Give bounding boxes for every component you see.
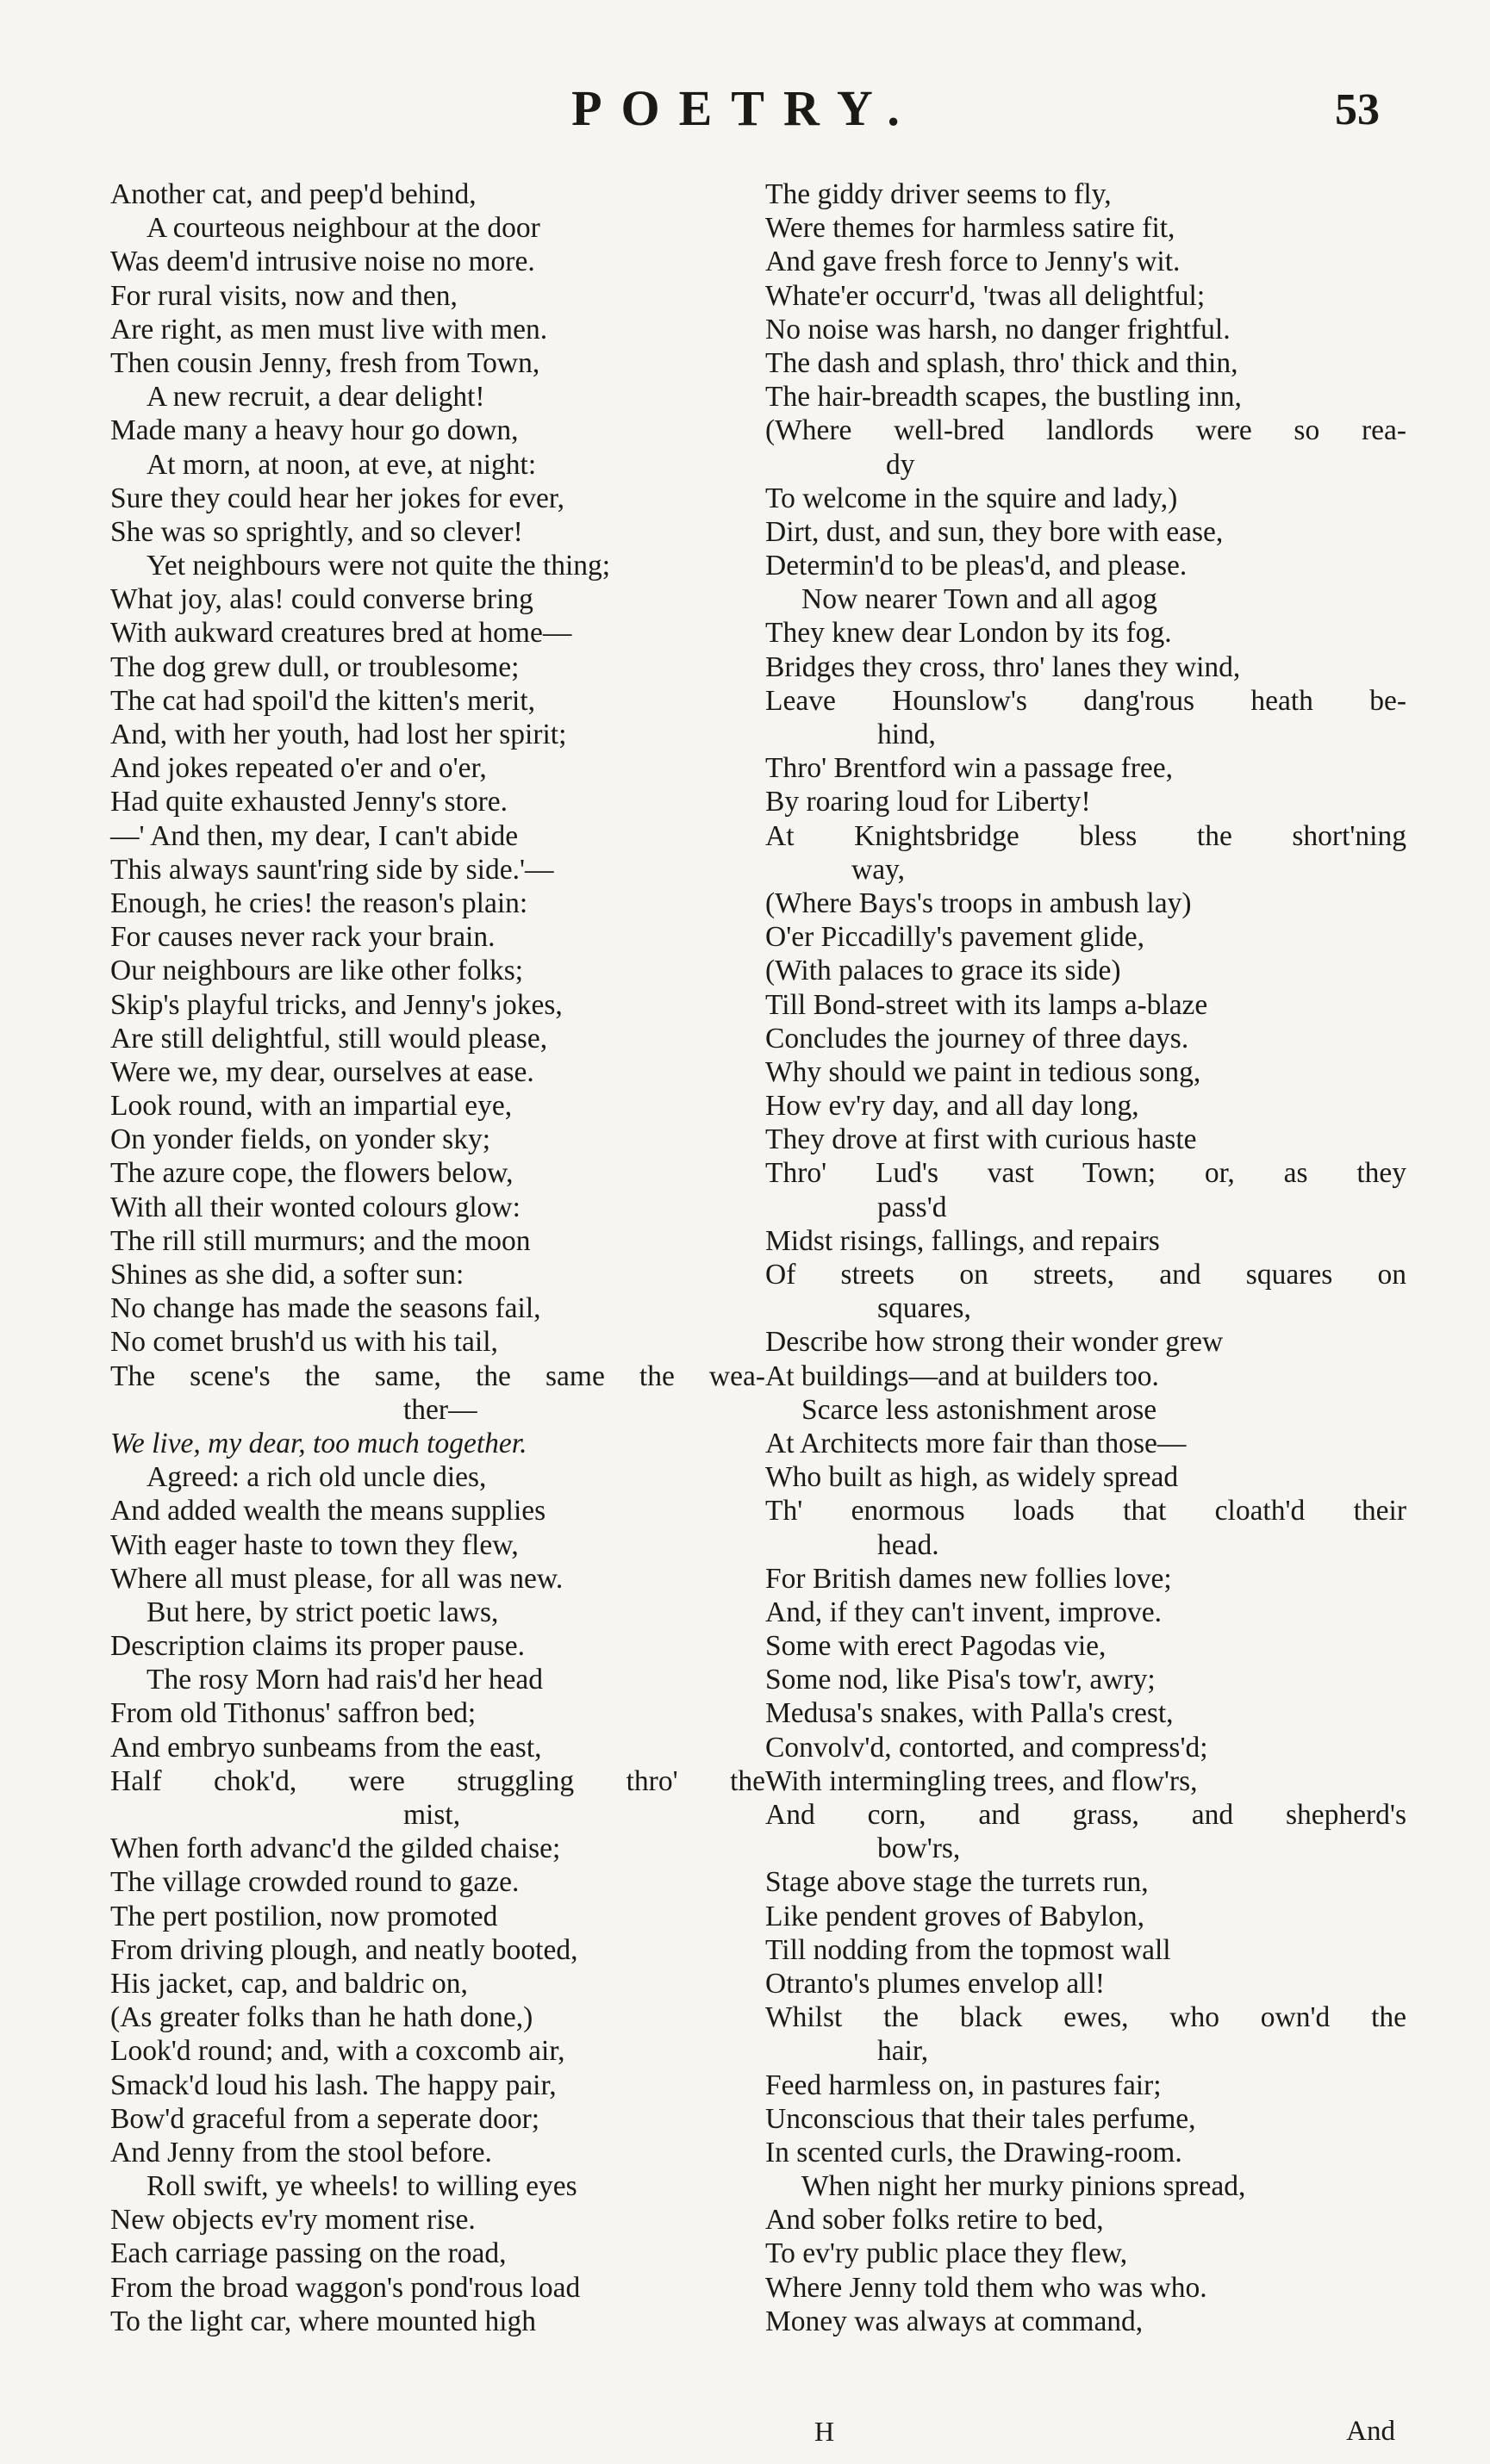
poem-line: The giddy driver seems to fly,	[765, 178, 1112, 210]
poem-line: (Where Bays's troops in ambush lay)	[765, 887, 1192, 919]
poem-line: Look'd round; and, with a coxcomb air,	[110, 2035, 565, 2068]
poem-line: The pert postilion, now promoted	[110, 1900, 498, 1932]
poem-line: To ev'ry public place they flew,	[765, 2237, 1128, 2270]
poem-line: And, with her youth, had lost her spirit;	[110, 719, 567, 750]
poem-line: The rosy Morn had rais'd her head	[147, 1664, 544, 1696]
poem-line-turnover: hair,	[877, 2035, 929, 2068]
poem-line: Till nodding from the topmost wall	[765, 1933, 1171, 1966]
poem-line-turnover: pass'd	[877, 1191, 947, 1223]
right-column	[765, 177, 1406, 2338]
poem-line: Roll swift, ye wheels! to willing eyes	[147, 2170, 577, 2203]
poem-line-turnover: head.	[877, 1528, 939, 1561]
poem-line: Thro' Lud's vast Town; or, as they	[765, 1157, 1406, 1190]
poem-line: And, if they can't invent, improve.	[765, 1596, 1163, 1628]
poem-line: Were we, my dear, ourselves at ease.	[110, 1055, 534, 1088]
poem-line: Some with erect Pagodas vie,	[765, 1630, 1107, 1663]
poem-line: When forth advanc'd the gilded chaise;	[110, 1832, 561, 1865]
poem-line: Leave Hounslow's dang'rous heath be-	[765, 684, 1406, 717]
poem-line: With all their wonted colours glow:	[110, 1191, 521, 1223]
poem-line: The rill still murmurs; and the moon	[110, 1224, 531, 1257]
poem-line: And jokes repeated o'er and o'er,	[110, 752, 487, 785]
poem-line: At buildings—and at builders too.	[765, 1360, 1159, 1392]
poem-line: Till Bond-street with its lamps a-blaze	[765, 988, 1208, 1021]
poem-line: From old Tithonus' saffron bed;	[110, 1697, 477, 1730]
poem-line: And embryo sunbeams from the east,	[110, 1731, 542, 1764]
poem-line: When night her murky pinions spread,	[801, 2170, 1246, 2203]
poem-line: And added wealth the means supplies	[110, 1495, 546, 1528]
poem-line: Why should we paint in tedious song,	[765, 1055, 1201, 1088]
poem-line: Bridges they cross, thro' lanes they wind,	[765, 650, 1241, 683]
poem-line: Are still delightful, still would please,	[110, 1022, 548, 1055]
poem-line: From the broad waggon's pond'rous load	[110, 2271, 581, 2304]
poem-line: Look round, with an impartial eye,	[110, 1090, 513, 1123]
poem-line: Bow'd graceful from a seperate door;	[110, 2102, 540, 2135]
poem-line: The azure cope, the flowers below,	[110, 1157, 514, 1190]
poem-line-turnover: way,	[851, 853, 906, 886]
poem-line: The hair-breadth scapes, the bustling inn,	[765, 381, 1242, 414]
poem-line: Description claims its proper pause.	[110, 1630, 525, 1663]
poem-line: Yet neighbours were not quite the thing;	[147, 550, 611, 582]
page-footer	[0, 2414, 1490, 2448]
poem-line: Feed harmless on, in pastures fair;	[765, 2069, 1162, 2101]
poem-line: And sober folks retire to bed,	[765, 2204, 1104, 2237]
poem-line: But here, by strict poetic laws,	[147, 1596, 499, 1628]
poem-line: Then cousin Jenny, fresh from Town,	[110, 346, 540, 379]
poem-line: At Architects more fair than those—	[765, 1427, 1187, 1459]
poem-line-turnover: mist,	[403, 1799, 461, 1831]
poem-line: Thro' Brentford win a passage free,	[765, 752, 1173, 785]
poem-line: For rural visits, now and then,	[110, 279, 458, 312]
poem-line: Money was always at command,	[765, 2305, 1144, 2337]
poem-line: Midst risings, fallings, and repairs	[765, 1224, 1160, 1257]
poem-line-turnover: dy	[886, 448, 915, 481]
poem-line: O'er Piccadilly's pavement glide,	[765, 921, 1144, 954]
poem-line: With intermingling trees, and flow'rs,	[765, 1764, 1198, 1797]
poem-line: Half chok'd, were struggling thro' the	[110, 1764, 765, 1797]
poem-line: How ev'ry day, and all day long,	[765, 1090, 1139, 1123]
poem-line: With aukward creatures bred at home—	[110, 617, 572, 650]
poem-line: Made many a heavy hour go down,	[110, 414, 519, 447]
poem-line-turnover: squares,	[877, 1292, 971, 1325]
poem-line: What joy, alas! could converse bring	[110, 583, 533, 616]
poem-line: No noise was harsh, no danger frightful.	[765, 313, 1231, 345]
poem-line: New objects ev'ry moment rise.	[110, 2204, 476, 2237]
running-title: POETRY.	[571, 80, 919, 136]
poem-line: The dog grew dull, or troublesome;	[110, 650, 520, 683]
left-column	[110, 177, 765, 2338]
poem-line: Like pendent groves of Babylon,	[765, 1900, 1145, 1932]
poem-line: With eager haste to town they flew,	[110, 1528, 519, 1561]
poem-line: His jacket, cap, and baldric on,	[110, 1967, 468, 2000]
page-number: 53	[1335, 85, 1380, 134]
poem-line: By roaring loud for Liberty!	[765, 786, 1091, 818]
poem-line: Who built as high, as widely spread	[765, 1461, 1179, 1494]
poem-line-turnover: ther—	[403, 1393, 477, 1426]
poem-line: Had quite exhausted Jenny's store.	[110, 786, 508, 818]
poem-line: Now nearer Town and all agog	[801, 583, 1157, 616]
poem-line: (With palaces to grace its side)	[765, 955, 1121, 987]
poem-line: For British dames new follies love;	[765, 1562, 1172, 1595]
poem-line: Describe how strong their wonder grew	[765, 1326, 1224, 1359]
catchword: And	[1346, 2416, 1395, 2447]
poem-line: They knew dear London by its fog.	[765, 617, 1172, 650]
poem-line: Was deem'd intrusive noise no more.	[110, 246, 535, 278]
poem-line: For causes never rack your brain.	[110, 921, 496, 954]
poem-line: Th' enormous loads that cloath'd their	[765, 1495, 1406, 1528]
poem-line: Are right, as men must live with men.	[110, 313, 548, 345]
poem-line: Sure they could hear her jokes for ever,	[110, 482, 565, 514]
poem-line: The dash and splash, thro' thick and thin,	[765, 346, 1238, 379]
poem-line: At Knightsbridge bless the short'ning	[765, 819, 1406, 852]
poem-line: Convolv'd, contorted, and compress'd;	[765, 1731, 1208, 1764]
poem-line: A new recruit, a dear delight!	[147, 381, 485, 414]
poem-line: Determin'd to be pleas'd, and please.	[765, 550, 1188, 582]
poem-line: Agreed: a rich old uncle dies,	[147, 1461, 487, 1494]
poem-line: Shines as she did, a softer sun:	[110, 1259, 464, 1291]
poem-line: Stage above stage the turrets run,	[765, 1866, 1149, 1899]
poem-line: The cat had spoil'd the kitten's merit,	[110, 684, 536, 717]
poem-line: A courteous neighbour at the door	[147, 212, 540, 245]
poem-line: Each carriage passing on the road,	[110, 2237, 507, 2270]
signature-mark: H	[814, 2416, 835, 2447]
poem-line: They drove at first with curious haste	[765, 1123, 1197, 1156]
poem-line: At morn, at noon, at eve, at night:	[147, 448, 537, 481]
poem-line: Otranto's plumes envelop all!	[765, 1967, 1105, 2000]
poem-line: And gave fresh force to Jenny's wit.	[765, 246, 1181, 278]
poem-line: The scene's the same, the same the wea-	[110, 1360, 765, 1392]
poem-line: She was so sprightly, and so clever!	[110, 515, 523, 548]
poem-line: (Where well-bred landlords were so rea-	[765, 414, 1406, 447]
poem-line: In scented curls, the Drawing-room.	[765, 2136, 1182, 2168]
poem-refrain: We live, my dear, too much together.	[110, 1427, 527, 1459]
poem-line: No comet brush'd us with his tail,	[110, 1326, 498, 1359]
poem-line: To the light car, where mounted high	[110, 2305, 537, 2337]
poem-line: (As greater folks than he hath done,)	[110, 2001, 533, 2034]
poem-line: Dirt, dust, and sun, they bore with ease,	[765, 515, 1224, 548]
poem-line: Where all must please, for all was new.	[110, 1562, 564, 1595]
poem-line: Scarce less astonishment arose	[801, 1393, 1157, 1426]
poem-line: Whilst the black ewes, who own'd the	[765, 2001, 1406, 2034]
poem-line: On yonder fields, on yonder sky;	[110, 1123, 491, 1156]
poem-line: Where Jenny told them who was who.	[765, 2271, 1207, 2304]
poem-line: Our neighbours are like other folks;	[110, 955, 524, 987]
poem-line: Another cat, and peep'd behind,	[110, 178, 477, 210]
poem-line: —' And then, my dear, I can't abide	[110, 819, 519, 852]
poem-line: From driving plough, and neatly booted,	[110, 1933, 578, 1966]
poem-line: And corn, and grass, and shepherd's	[765, 1799, 1406, 1831]
poem-line: Skip's playful tricks, and Jenny's jokes,	[110, 988, 563, 1021]
poem-line: Whate'er occurr'd, 'twas all delightful;	[765, 279, 1206, 312]
poem-line: Of streets on streets, and squares on	[765, 1259, 1406, 1291]
poem-line: Enough, he cries! the reason's plain:	[110, 887, 528, 919]
page-header	[0, 79, 1490, 157]
poem-line: To welcome in the squire and lady,)	[765, 482, 1178, 514]
poem-line: The village crowded round to gaze.	[110, 1866, 520, 1899]
poem-line: Were themes for harmless satire fit,	[765, 212, 1175, 245]
poem-line: Unconscious that their tales perfume,	[765, 2102, 1196, 2135]
poem-line: No change has made the seasons fail,	[110, 1292, 541, 1325]
poem-line: Concludes the journey of three days.	[765, 1022, 1189, 1055]
poem-line: Smack'd loud his lash. The happy pair,	[110, 2069, 557, 2101]
poem-line: Medusa's snakes, with Palla's crest,	[765, 1697, 1174, 1730]
poem-line-turnover: bow'rs,	[877, 1832, 961, 1865]
poem-line-turnover: hind,	[877, 719, 936, 750]
poem-line: This always saunt'ring side by side.'—	[110, 853, 554, 886]
poem-line: And Jenny from the stool before.	[110, 2136, 492, 2168]
poem-line: Some nod, like Pisa's tow'r, awry;	[765, 1664, 1156, 1696]
